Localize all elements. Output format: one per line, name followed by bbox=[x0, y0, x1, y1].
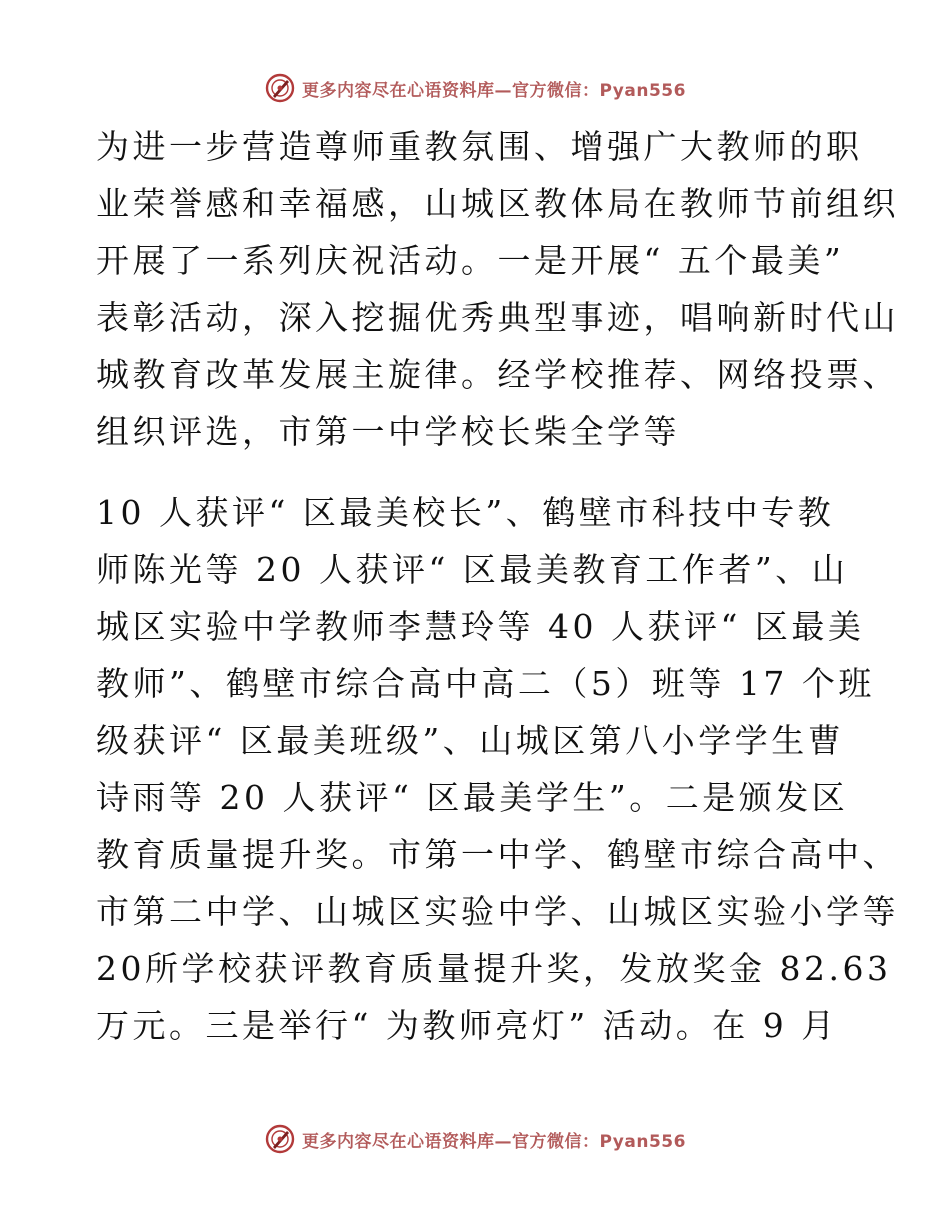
text-line: 万元。三是举行“ 为教师亮灯” 活动。在 9 月 bbox=[96, 1006, 838, 1045]
text-line: 教育质量提升奖。市第一中学、鹤壁市综合高中、 bbox=[96, 835, 899, 874]
text-line: 市第二中学、山城区实验中学、山城区实验小学等 bbox=[96, 892, 899, 931]
text-line: 诗雨等 20 人获评“ 区最美学生”。二是颁发区 bbox=[96, 778, 849, 817]
paragraph-2 bbox=[96, 484, 899, 1054]
text-line: 20所学校获评教育质量提升奖，发放奖金 82.63 bbox=[96, 949, 892, 988]
text-line: 开展了一系列庆祝活动。一是开展“ 五个最美” bbox=[96, 241, 845, 280]
brand-logo-icon bbox=[264, 1123, 296, 1155]
watermark-text: 更多内容尽在心语资料库—官方微信：Pyan556 bbox=[302, 80, 686, 101]
text-line: 城区实验中学教师李慧玲等 40 人获评“ 区最美 bbox=[96, 607, 865, 646]
text-line: 师陈光等 20 人获评“ 区最美教育工作者”、山 bbox=[96, 550, 849, 589]
text-line: 级获评“ 区最美班级”、山城区第八小学学生曹 bbox=[96, 721, 845, 760]
footer-watermark bbox=[0, 1123, 950, 1155]
watermark-text: 更多内容尽在心语资料库—官方微信：Pyan556 bbox=[302, 1131, 686, 1152]
text-line: 表彰活动，深入挖掘优秀典型事迹，唱响新时代山 bbox=[96, 298, 899, 337]
text-line: 组织评选，市第一中学校长柴全学等 bbox=[96, 412, 680, 451]
brand-logo-icon bbox=[264, 72, 296, 104]
text-line: 城教育改革发展主旋律。经学校推荐、网络投票、 bbox=[96, 355, 899, 394]
text-line: 为进一步营造尊师重教氛围、增强广大教师的职 bbox=[96, 127, 863, 166]
paragraph-1 bbox=[96, 118, 899, 460]
text-line: 业荣誉感和幸福感，山城区教体局在教师节前组织 bbox=[96, 184, 899, 223]
text-line: 10 人获评“ 区最美校长”、鹤壁市科技中专教 bbox=[96, 493, 835, 532]
header-watermark bbox=[0, 72, 950, 104]
text-line: 教师”、鹤壁市综合高中高二（5）班等 17 个班 bbox=[96, 664, 875, 703]
